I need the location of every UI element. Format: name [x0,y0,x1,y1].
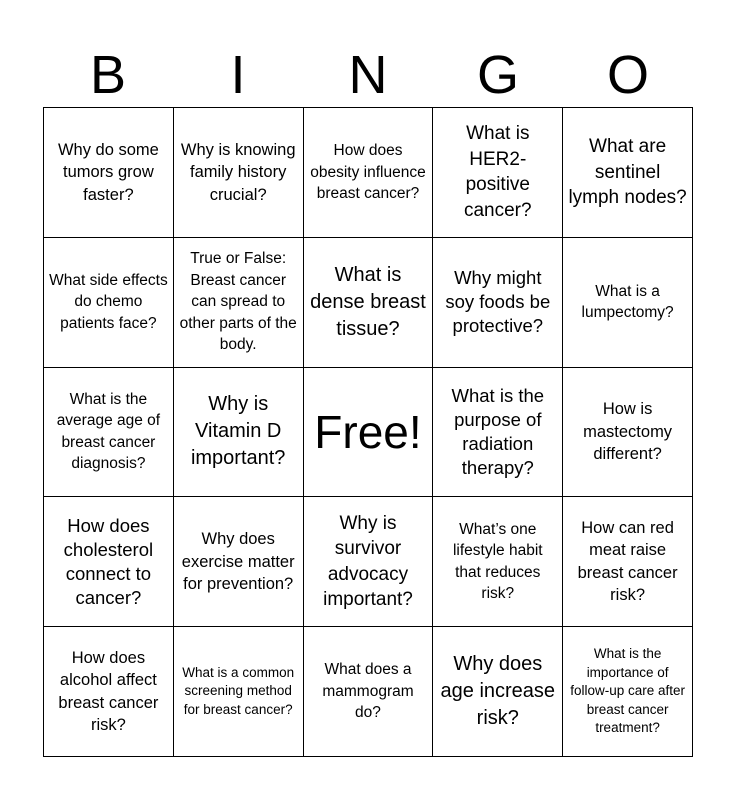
title-letter-g: G [476,45,519,105]
cell-text: How is mastectomy different? [583,400,673,464]
title-letter-b: B [89,45,127,105]
bingo-cell[interactable] [304,627,434,757]
bingo-cell[interactable] [433,238,563,368]
bingo-card-grid [43,107,693,757]
cell-text: What does a mammogram do? [322,661,414,722]
cell-text: What is a common screening method for breast cancer? [182,664,295,717]
bingo-cell[interactable] [563,238,693,368]
cell-text: How can red meat raise breast cancer risk? [577,518,678,605]
cell-text: Why might soy foods be protective? [445,267,551,337]
cell-text: What’s one lifestyle habit that reduces risk? [452,520,543,603]
cell-text: Why is Vitamin D important? [190,393,286,470]
bingo-cell[interactable] [44,368,174,498]
bingo-cell[interactable] [433,497,563,627]
cell-text: Why does age increase risk? [440,653,556,730]
bingo-cell[interactable] [44,108,174,238]
bingo-cell[interactable] [44,497,174,627]
cell-text: True or False: Breast cancer can spread to other parts of the body. [179,250,297,354]
title-letter-i: I [230,45,246,105]
bingo-cell[interactable] [174,238,304,368]
cell-text: What is the purpose of radiation therapy? [451,384,545,478]
free-space-text: Free! [314,405,422,458]
cell-text: How does cholesterol connect to cancer? [63,514,154,608]
bingo-cell[interactable] [563,497,693,627]
bingo-cell[interactable] [174,108,304,238]
cell-text: What is the average age of breast cancer diagnosis? [56,390,161,473]
bingo-cell[interactable] [304,497,434,627]
cell-text: How does obesity influence breast cancer? [310,142,426,203]
cell-text: What are sentinel lymph nodes? [568,136,687,209]
free-space-cell[interactable] [304,368,434,498]
cell-text: Why is survivor advocacy important? [323,512,413,611]
bingo-cell[interactable] [174,627,304,757]
bingo-cell[interactable] [44,627,174,757]
cell-text: Why is knowing family history crucial? [180,140,296,204]
title-letter-n: N [348,45,388,105]
bingo-cell[interactable] [174,497,304,627]
cell-text: What is the importance of follow-up care after breast cancer treatment? [570,646,685,736]
cell-text: Why do some tumors grow faster? [57,140,159,204]
bingo-cell[interactable] [433,368,563,498]
bingo-cell[interactable] [433,108,563,238]
title-letter-o: O [606,45,649,105]
bingo-cell[interactable] [44,238,174,368]
bingo-cell[interactable] [174,368,304,498]
cell-text: Why does exercise matter for prevention? [181,530,295,594]
bingo-cell[interactable] [304,238,434,368]
cell-text: What side effects do chemo patients face? [49,271,168,332]
cell-text: How does alcohol affect breast cancer risk? [58,648,159,735]
bingo-cell[interactable] [563,368,693,498]
bingo-cell[interactable] [433,627,563,757]
bingo-title [43,42,693,108]
bingo-cell[interactable] [304,108,434,238]
cell-text: What is a lumpectomy? [581,282,674,322]
cell-text: What is HER2-positive cancer? [463,123,532,221]
bingo-cell[interactable] [563,108,693,238]
cell-text: What is dense breast tissue? [310,263,426,340]
bingo-cell[interactable] [563,627,693,757]
